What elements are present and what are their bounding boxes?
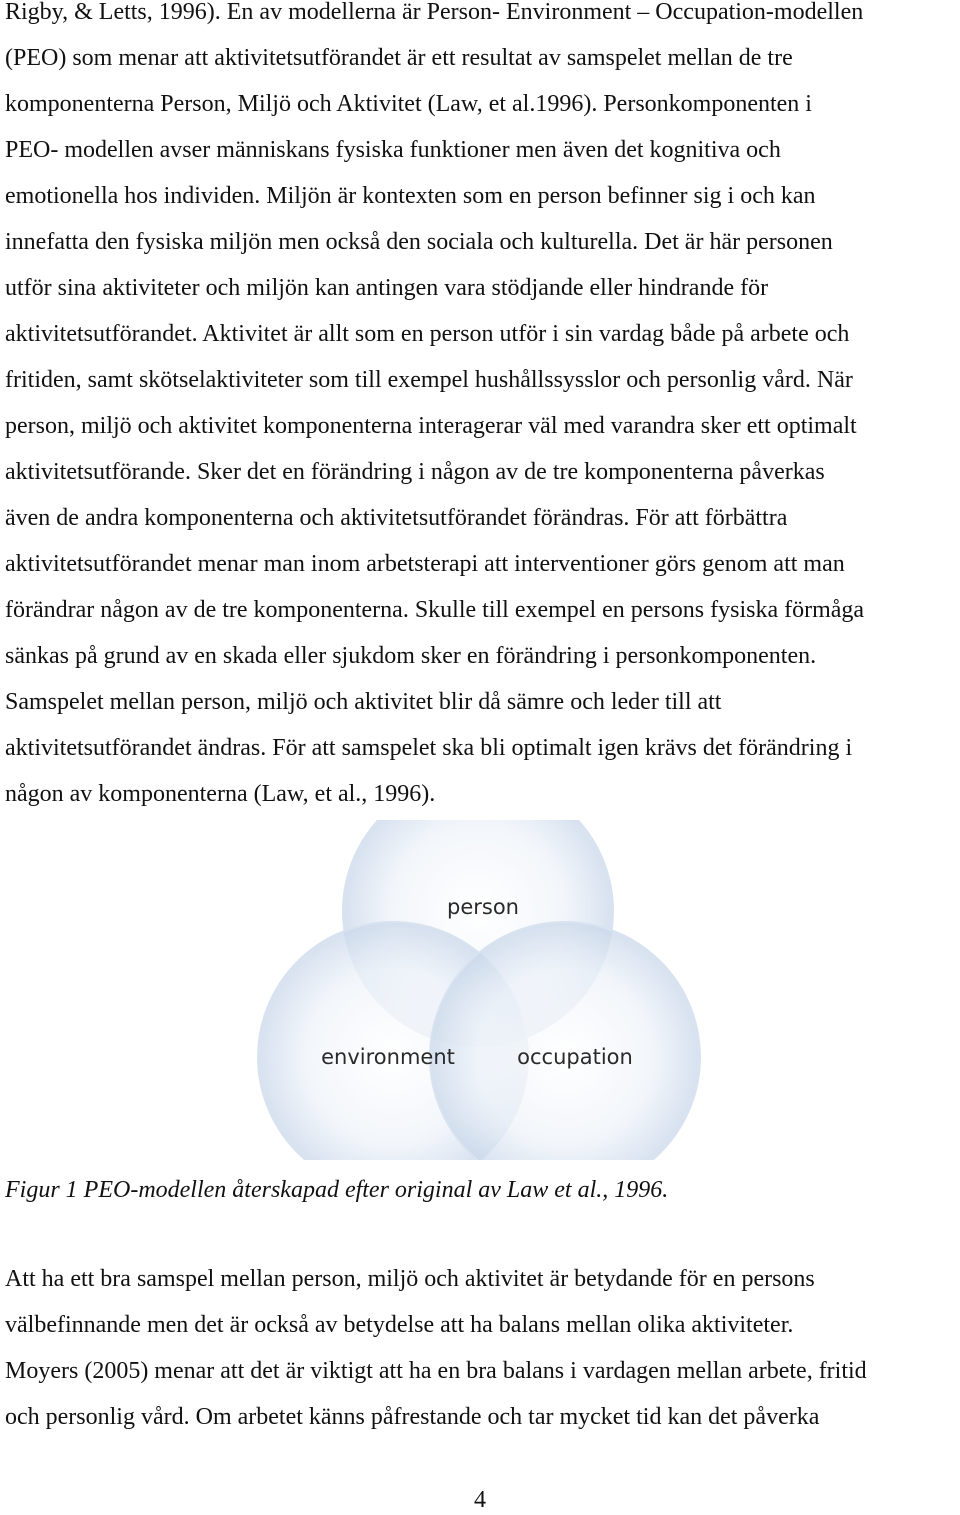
text-line: aktivitetsutförandet. Aktivitet är allt som en person utför i sin vardag både på arbete och — [5, 321, 850, 347]
text-line: Att ha ett bra samspel mellan person, miljö och aktivitet är betydande för en persons — [5, 1266, 815, 1292]
text-line: och personlig vård. Om arbetet känns påfrestande och tar mycket tid kan det påverka — [5, 1404, 820, 1430]
text-line: Samspelet mellan person, miljö och aktivitet blir då sämre och leder till att — [5, 689, 722, 715]
text-line: Moyers (2005) menar att det är viktigt att ha en bra balans i vardagen mellan arbete, fritid — [5, 1358, 867, 1384]
text-line: fritiden, samt skötselaktiviteter som till exempel hushållssysslor och personlig vård. När — [5, 367, 853, 393]
environment-label: environment — [321, 1045, 455, 1069]
text-line: komponenterna Person, Miljö och Aktivitet (Law, et al.1996). Personkomponenten i — [5, 91, 812, 117]
page-number: 4 — [474, 1487, 486, 1513]
figure-caption: Figur 1 PEO-modellen återskapad efter original av Law et al., 1996. — [5, 1177, 669, 1203]
person-label: person — [447, 895, 519, 919]
text-line: välbefinnande men det är också av betydelse att ha balans mellan olika aktiviteter. — [5, 1312, 794, 1338]
text-line: (PEO) som menar att aktivitetsutförandet är ett resultat av samspelet mellan de tre — [5, 45, 793, 71]
text-line: förändrar någon av de tre komponenterna. Skulle till exempel en persons fysiska förmåga — [5, 597, 865, 623]
text-line: emotionella hos individen. Miljön är kontexten som en person befinner sig i och kan — [5, 183, 816, 209]
venn-svg — [0, 820, 960, 1160]
text-line: aktivitetsutförandet menar man inom arbetsterapi att interventioner görs genom att man — [5, 551, 845, 577]
text-line: Rigby, & Letts, 1996). En av modellerna är Person- Environment – Occupation-modellen — [5, 0, 864, 25]
text-line: innefatta den fysiska miljön men också den sociala och kulturella. Det är här personen — [5, 229, 833, 255]
text-line: PEO- modellen avser människans fysiska funktioner men även det kognitiva och — [5, 137, 781, 163]
peo-venn-diagram — [0, 820, 960, 1160]
text-line: även de andra komponenterna och aktivitetsutförandet förändras. För att förbättra — [5, 505, 788, 531]
text-line: utför sina aktiviteter och miljön kan antingen vara stödjande eller hindrande för — [5, 275, 769, 301]
venn-circles — [258, 820, 700, 1160]
text-line: någon av komponenterna (Law, et al., 1996). — [5, 781, 436, 807]
text-line: person, miljö och aktivitet komponenterna interagerar väl med varandra sker ett optimalt — [5, 413, 857, 439]
text-line: aktivitetsutförandet ändras. För att samspelet ska bli optimalt igen krävs det förändring i — [5, 735, 853, 761]
occupation-label: occupation — [517, 1045, 633, 1069]
text-line: sänkas på grund av en skada eller sjukdom sker en förändring i personkomponenten. — [5, 643, 817, 669]
text-line: aktivitetsutförande. Sker det en förändring i någon av de tre komponenterna påverkas — [5, 459, 825, 485]
